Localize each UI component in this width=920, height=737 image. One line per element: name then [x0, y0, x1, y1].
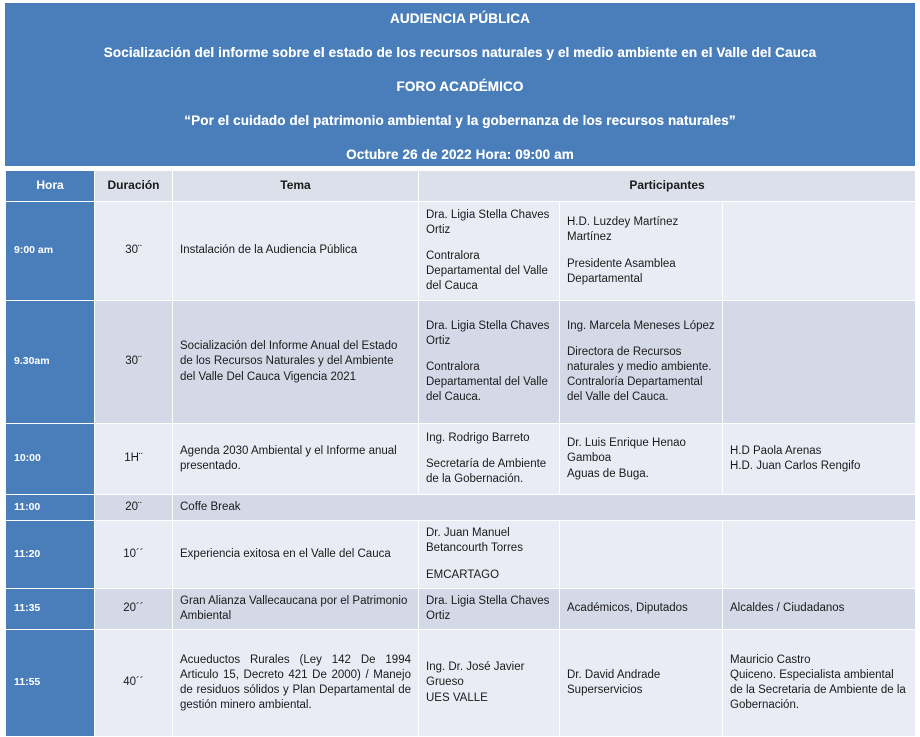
banner-date-time: Octubre 26 de 2022 Hora: 09:00 am — [346, 146, 574, 162]
cell-hora: 11:55 — [6, 630, 94, 736]
participant-role: Secretaría de Ambiente de la Gobernación. — [426, 457, 547, 486]
participant-role: Contralora Departamental del Valle del Cauca. — [426, 360, 548, 404]
cell-duracion: 1H¨ — [95, 424, 172, 494]
cell-hora: 9.30am — [6, 301, 94, 423]
participant-role: Superservicios — [567, 684, 643, 697]
cell-tema: Acueductos Rurales (Ley 142 De 1994 Articulo 15, Decreto 421 De 2000) / Manejo de residuos sólidos y Plan Departamental de gestión minero ambiental. — [173, 630, 418, 736]
participant-name: Mauricio Castro — [730, 653, 811, 666]
cell-duracion: 30¨ — [95, 202, 172, 300]
cell-tema: Coffe Break — [173, 495, 915, 520]
cell-tema: Instalación de la Audiencia Pública — [173, 202, 418, 300]
participant-name: Alcaldes / Ciudadanos — [730, 602, 845, 615]
column-header-hora: Hora — [6, 171, 94, 201]
cell-participante-3 — [723, 630, 915, 736]
column-header-duracion: Duración — [95, 171, 172, 201]
cell-participante-2 — [560, 301, 722, 423]
participant-role: Aguas de Buga. — [567, 467, 649, 480]
spacer — [567, 246, 715, 257]
participant-name: Dr. David Andrade — [567, 668, 661, 681]
cell-participante-2 — [560, 202, 722, 300]
participant-name: Ing. Rodrigo Barreto — [426, 431, 530, 444]
schedule-table — [5, 170, 916, 737]
participant-name: Dr. Juan Manuel Betancourth Torres — [426, 527, 523, 555]
participant-name: Dra. Ligia Stella Chaves Ortiz — [426, 208, 550, 236]
cell-duracion: 10´´ — [95, 521, 172, 588]
participant-role: Quiceno. Especialista ambiental de la Secretaria de Ambiente de la Gobernación. — [730, 668, 906, 712]
cell-participante-2 — [560, 630, 722, 736]
cell-participante-3 — [723, 301, 915, 423]
table-row — [6, 589, 915, 629]
spacer — [567, 334, 715, 345]
spacer — [426, 238, 552, 249]
cell-participante-2 — [560, 589, 722, 629]
table-row — [6, 495, 915, 520]
cell-participante-1 — [419, 589, 559, 629]
cell-duracion: 30¨ — [95, 301, 172, 423]
cell-participante-3 — [723, 202, 915, 300]
participant-name: Académicos, Diputados — [567, 602, 688, 615]
cell-participante-1 — [419, 424, 559, 494]
participant-name-2: H.D. Juan Carlos Rengifo — [730, 460, 861, 472]
spacer — [426, 349, 552, 360]
participant-role: Directora de Recursos naturales y medio ambiente. Contraloría Departamental del Valle del Cauca. — [567, 345, 712, 404]
cell-participante-1 — [419, 521, 559, 588]
event-banner — [5, 3, 915, 166]
participant-name: Dra. Ligia Stella Chaves Ortiz — [426, 594, 550, 622]
participant-role: Contralora Departamental del Valle del Cauca — [426, 249, 548, 293]
cell-participante-3 — [723, 589, 915, 629]
banner-title: AUDIENCIA PÚBLICA — [390, 11, 530, 26]
cell-tema: Experiencia exitosa en el Valle del Cauca — [173, 521, 418, 588]
participant-role: UES VALLE — [426, 691, 488, 704]
cell-participante-2 — [560, 521, 722, 588]
participant-name: H.D. Luzdey Martínez Martínez — [567, 216, 679, 244]
participant-name: Dra. Ligia Stella Chaves Ortiz — [426, 319, 550, 347]
banner-forum-label: FORO ACADÉMICO — [396, 78, 524, 94]
column-header-participantes: Participantes — [419, 171, 915, 201]
cell-participante-1 — [419, 630, 559, 736]
participant-role: Presidente Asamblea Departamental — [567, 257, 676, 285]
cell-participante-3 — [723, 521, 915, 588]
banner-subtitle: Socialización del informe sobre el estado de los recursos naturales y el medio ambiente en el Valle del Cauca — [103, 44, 817, 60]
cell-duracion: 20´´ — [95, 589, 172, 629]
table-row — [6, 424, 915, 494]
participant-name: Ing. Marcela Meneses López — [567, 319, 715, 332]
banner-forum-theme: “Por el cuidado del patrimonio ambiental y la gobernanza de los recursos naturales” — [184, 112, 736, 128]
participant-role: EMCARTAGO — [426, 568, 500, 581]
table-header-row — [6, 171, 915, 201]
participant-name: H.D Paola Arenas — [730, 444, 822, 457]
cell-participante-2 — [560, 424, 722, 494]
cell-duracion: 20¨ — [95, 495, 172, 520]
cell-tema: Agenda 2030 Ambiental y el Informe anual presentado. — [173, 424, 418, 494]
cell-participante-3 — [723, 424, 915, 494]
cell-duracion: 40´´ — [95, 630, 172, 736]
table-row — [6, 630, 915, 736]
cell-participante-1 — [419, 202, 559, 300]
cell-hora: 11:35 — [6, 589, 94, 629]
spacer — [426, 557, 552, 568]
cell-tema: Gran Alianza Vallecaucana por el Patrimonio Ambiental — [173, 589, 418, 629]
cell-hora: 10:00 — [6, 424, 94, 494]
table-row — [6, 202, 915, 300]
table-row — [6, 301, 915, 423]
participant-name: Dr. Luis Enrique Henao Gamboa — [567, 437, 686, 465]
table-row — [6, 521, 915, 588]
cell-hora: 11:20 — [6, 521, 94, 588]
cell-tema: Socialización del Informe Anual del Estado de los Recursos Naturales y del Ambiente del Valle Del Cauca Vigencia 2021 — [173, 301, 418, 423]
participant-name: Ing. Dr. José Javier Grueso — [426, 661, 525, 689]
cell-hora: 11:00 — [6, 495, 94, 520]
spacer — [426, 446, 552, 457]
cell-hora: 9:00 am — [6, 202, 94, 300]
cell-participante-1 — [419, 301, 559, 423]
column-header-tema: Tema — [173, 171, 418, 201]
